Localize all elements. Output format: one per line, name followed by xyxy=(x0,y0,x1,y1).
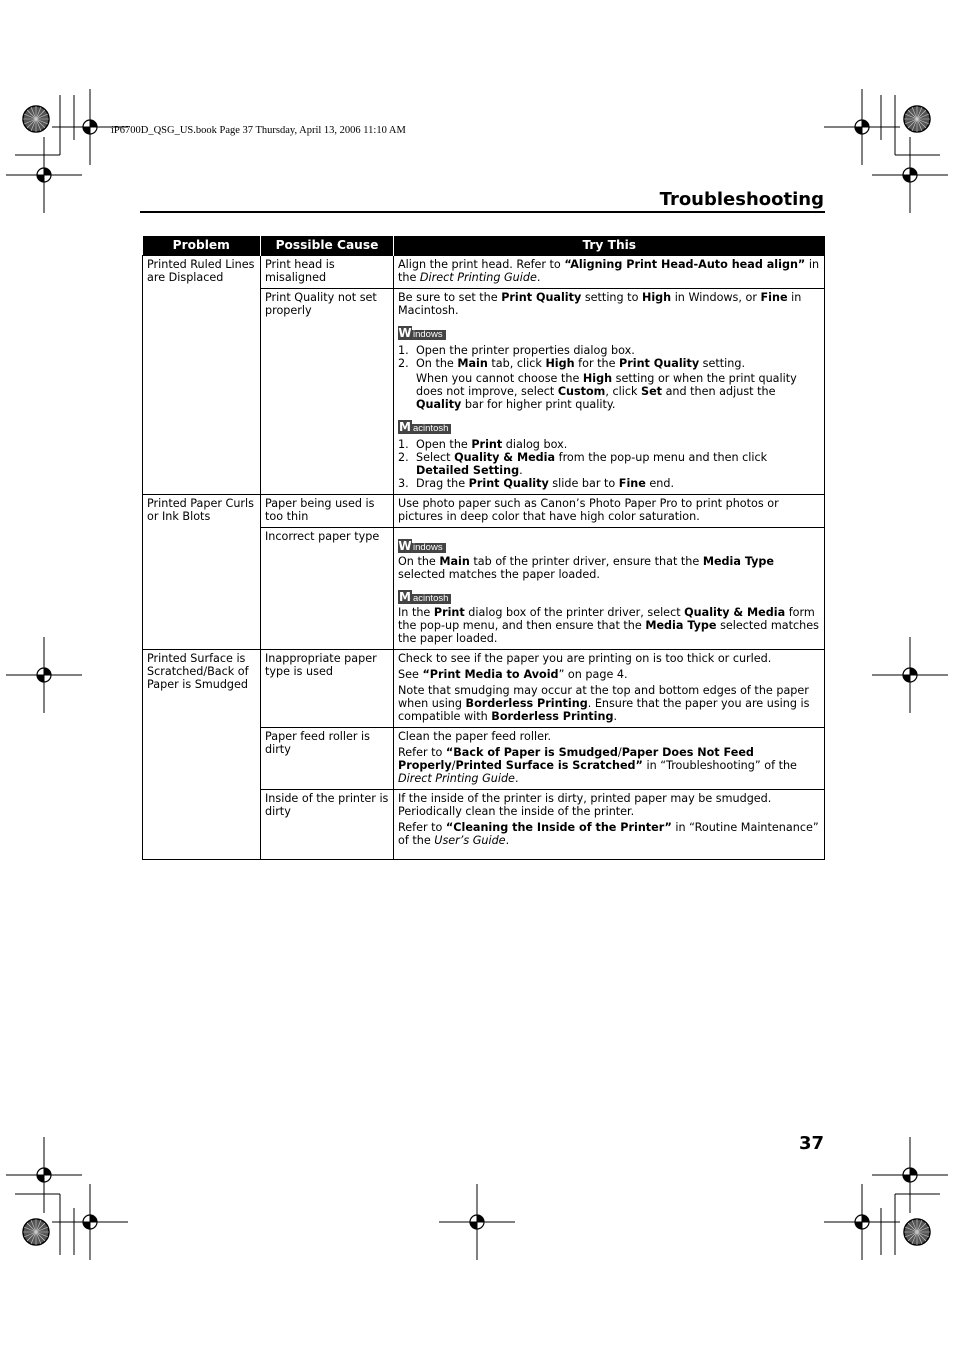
title-divider xyxy=(140,211,825,213)
problem-cell: Printed Ruled Lines are Displaced xyxy=(143,256,261,495)
page-number: 37 xyxy=(798,1133,824,1154)
cause-cell: Print Quality not set properly xyxy=(261,289,394,495)
solution-cell: Use photo paper such as Canon’s Photo Paper Pro to print photos or pictures in deep color that have high color saturation. xyxy=(394,495,825,528)
windows-steps-list xyxy=(398,344,820,411)
cause-cell: Print head is misaligned xyxy=(261,256,394,289)
windows-logo-icon: Windows xyxy=(398,326,446,340)
solution-cell: Align the print head. Refer to “Aligning Print Head-Auto head align” in the Direct Printing Guide. xyxy=(394,256,825,289)
section-title: Troubleshooting xyxy=(659,189,824,210)
list-item: 2. On the Main tab, click High for the Print Quality setting. When you cannot choose the High setting or when the print quality does not improve, select Custom, click Set and then adjust the Quality bar for higher print quality. xyxy=(398,357,820,411)
macintosh-logo-icon: M acintosh xyxy=(398,590,451,604)
troubleshooting-table xyxy=(142,236,825,860)
windows-logo-icon: Windows xyxy=(398,539,446,553)
solution-cell: Windows On the Main tab of the printer driver, ensure that the Media Type selected matches the paper loaded. M acintosh In the Print dialog box of the printer driver, select Quality & Media form the pop-up menu, and then ensure that the Media Type selected matches the paper loaded. xyxy=(394,528,825,650)
cause-cell: Inside of the printer is dirty xyxy=(261,790,394,860)
table-row xyxy=(143,650,825,728)
problem-cell: Printed Surface is Scratched/Back of Paper is Smudged xyxy=(143,650,261,860)
problem-cell: Printed Paper Curls or Ink Blots xyxy=(143,495,261,650)
cause-cell: Paper feed roller is dirty xyxy=(261,728,394,790)
list-item: 1. Open the printer properties dialog box. xyxy=(398,344,635,357)
book-file-info: iP6700D_QSG_US.book Page 37 Thursday, April 13, 2006 11:10 AM xyxy=(111,125,406,136)
list-item: 1. Open the Print dialog box. xyxy=(398,438,568,451)
column-header-try-this: Try This xyxy=(394,236,825,256)
step-note: When you cannot choose the High setting or when the print quality does not improve, select Custom, click Set and then adjust the Quality bar for higher print quality. xyxy=(416,372,797,411)
list-item: 2. Select Quality & Media from the pop-up menu and then click Detailed Setting. xyxy=(398,451,768,477)
table-header-row xyxy=(143,236,825,256)
macintosh-logo-icon: M acintosh xyxy=(398,420,451,434)
cause-cell: Paper being used is too thin xyxy=(261,495,394,528)
table-row xyxy=(143,495,825,528)
column-header-problem: Problem xyxy=(143,236,261,256)
solution-cell: Check to see if the paper you are printing on is too thick or curled. See “Print Media to Avoid” on page 4. Note that smudging may occur at the top and bottom edges of the paper when using Borderless Printing. Ensure that the paper you are using is compatible with Borderless Printing. xyxy=(394,650,825,728)
solution-cell: Clean the paper feed roller. Refer to “Back of Paper is Smudged/Paper Does Not Feed Properly/Printed Surface is Scratched” in “Troubleshooting” of the Direct Printing Guide. xyxy=(394,728,825,790)
solution-cell: Be sure to set the Print Quality setting to High in Windows, or Fine in Macintosh. Windows 1. Open the printer properties dialog box. 2. On the Main tab, click High for the Print Quality setting. When you cannot choose the High setting or when the print quality does not improve, select Custom, click Set and then adjust the Quality bar for higher print quality. M acintosh 1. Open the Print dialog box. 2. Select Quality & Media from the pop-up menu and then click Detailed Setting. 3. Drag the Print Quality slide bar to Fine end. xyxy=(394,289,825,495)
cause-cell: Inappropriate paper type is used xyxy=(261,650,394,728)
solution-cell: If the inside of the printer is dirty, printed paper may be smudged. Periodically clean the inside of the printer. Refer to “Cleaning the Inside of the Printer” in “Routine Maintenance” of the User’s Guide. xyxy=(394,790,825,860)
column-header-possible-cause: Possible Cause xyxy=(261,236,394,256)
macintosh-steps-list xyxy=(398,438,820,490)
table-row xyxy=(143,256,825,289)
list-item: 3. Drag the Print Quality slide bar to Fine end. xyxy=(398,477,675,490)
cause-cell: Incorrect paper type xyxy=(261,528,394,650)
